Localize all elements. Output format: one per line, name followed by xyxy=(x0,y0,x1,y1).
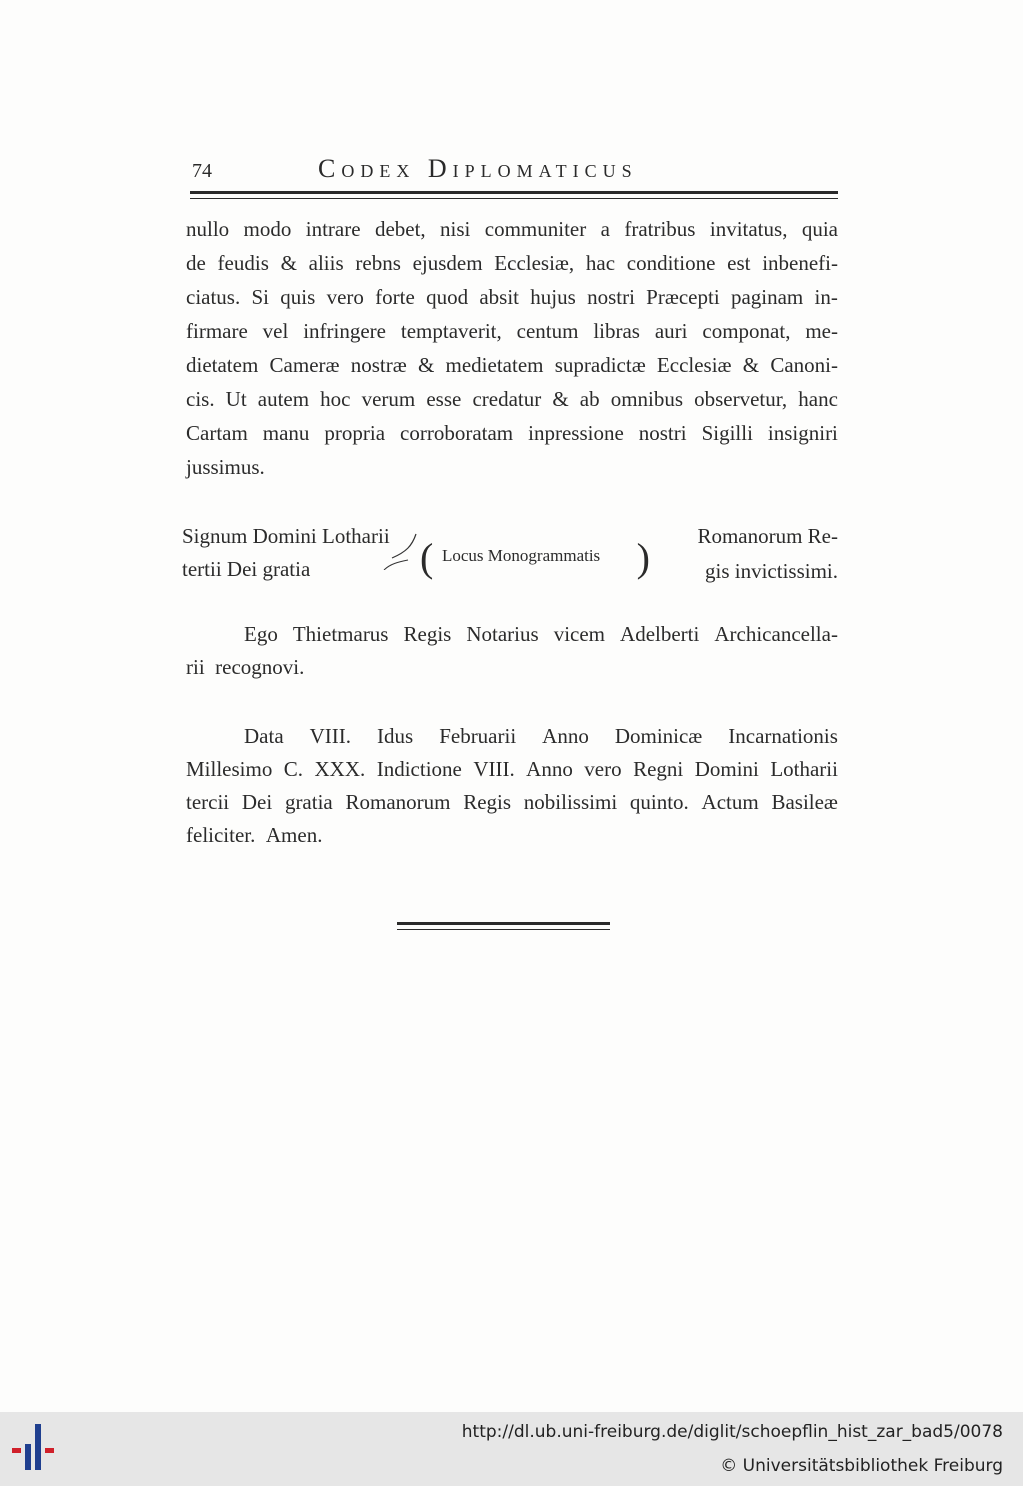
word: insigniri xyxy=(767,421,838,445)
text-line xyxy=(186,753,838,786)
word: Lotharii xyxy=(770,757,838,781)
word: Romanorum xyxy=(345,790,451,814)
word: dietatem xyxy=(186,353,259,377)
word: Indictione xyxy=(376,757,462,781)
word: Incarnationis xyxy=(728,724,838,748)
word: esse xyxy=(426,387,462,411)
word: Dei xyxy=(241,790,273,814)
word: nobilissimi xyxy=(523,790,618,814)
footer-url-link[interactable]: http://dl.ub.uni-freiburg.de/diglit/schoepflin_hist_zar_bad5/0078 xyxy=(461,1422,1003,1442)
monogram-placeholder xyxy=(420,535,650,584)
paragraph-charter-text xyxy=(186,212,838,484)
word: a xyxy=(600,217,610,241)
word: hac xyxy=(585,251,616,275)
word: gratia xyxy=(284,790,333,814)
text-line xyxy=(186,786,838,819)
signum-right-line1: Romanorum Re- xyxy=(697,524,838,548)
word: nostri xyxy=(638,421,687,445)
header-rule-thin xyxy=(190,198,838,199)
word: & xyxy=(552,387,569,411)
word: Millesimo xyxy=(186,757,273,781)
word: & xyxy=(417,353,435,377)
word: recognovi. xyxy=(215,655,305,679)
word: feudis xyxy=(217,251,269,275)
word: Basileæ xyxy=(771,790,838,814)
word: Ut xyxy=(225,387,247,411)
word: infringere xyxy=(303,319,386,343)
word: propria xyxy=(324,421,386,445)
word: auri xyxy=(654,319,688,343)
word: me- xyxy=(805,319,838,343)
word: absit xyxy=(479,285,520,309)
text-line xyxy=(186,720,838,753)
word: quod xyxy=(426,285,469,309)
word: intrare xyxy=(305,217,361,241)
word: autem xyxy=(257,387,310,411)
running-head xyxy=(190,152,838,184)
word: quia xyxy=(801,217,838,241)
word: XXX. xyxy=(314,757,366,781)
word: VIII. xyxy=(473,757,515,781)
word: nostræ xyxy=(350,353,407,377)
word: vero xyxy=(584,757,622,781)
word: verum xyxy=(361,387,416,411)
word: debet, xyxy=(374,217,426,241)
word: Archicancella- xyxy=(714,622,838,646)
word: centum xyxy=(516,319,579,343)
word: paginam xyxy=(730,285,804,309)
text-line xyxy=(186,651,838,684)
word: rebns xyxy=(355,251,401,275)
signum-left-line1: Signum Domini Lotharii xyxy=(182,524,390,548)
word: Dominicæ xyxy=(614,724,703,748)
header-rule-thick xyxy=(190,191,838,194)
word: Regis xyxy=(463,790,512,814)
end-rule-thin xyxy=(397,929,610,930)
word: Ecclesiæ, xyxy=(494,251,575,275)
word: Cartam xyxy=(186,421,248,445)
signum-right xyxy=(697,520,838,588)
signum-left xyxy=(182,520,390,586)
word: componat, xyxy=(702,319,791,343)
word: & xyxy=(742,353,760,377)
text-line xyxy=(186,450,838,484)
word: Adelberti xyxy=(620,622,700,646)
word: quinto. xyxy=(629,790,689,814)
word: jussimus. xyxy=(186,455,265,479)
word: Februarii xyxy=(439,724,517,748)
word: rii xyxy=(186,655,205,679)
paragraph-dating xyxy=(186,720,838,852)
word: Si xyxy=(251,285,270,309)
word: credatur xyxy=(472,387,542,411)
word: tercii xyxy=(186,790,230,814)
word: forte xyxy=(375,285,415,309)
word: fratribus xyxy=(624,217,696,241)
signum-right-line2: gis invictissimi. xyxy=(704,559,838,583)
word: Ecclesiæ xyxy=(656,353,732,377)
word: C. xyxy=(283,757,304,781)
word: corroboratam xyxy=(400,421,514,445)
word: observetur, xyxy=(694,387,788,411)
word: Ego xyxy=(244,622,278,646)
paragraph-recognition xyxy=(186,618,838,684)
word: libras xyxy=(593,319,640,343)
text-line xyxy=(186,246,838,280)
word: temptaverit, xyxy=(400,319,502,343)
text-line xyxy=(186,348,838,382)
word: hujus xyxy=(530,285,576,309)
word: firmare xyxy=(186,319,248,343)
word: omnibus xyxy=(610,387,684,411)
word: Regis xyxy=(403,622,452,646)
signum-left-line2: tertii Dei gratia xyxy=(182,557,311,581)
word: est xyxy=(727,251,751,275)
word: Actum xyxy=(701,790,759,814)
word: ab xyxy=(579,387,600,411)
running-title: Codex Diplomaticus xyxy=(318,154,638,183)
page-number: 74 xyxy=(192,160,212,182)
end-rule-thick xyxy=(397,922,610,925)
word: Regni xyxy=(633,757,684,781)
footer-bar xyxy=(0,1412,1023,1486)
right-parenthesis: ) xyxy=(636,535,650,580)
footer-copyright: © Universitätsbibliothek Freiburg xyxy=(720,1456,1003,1476)
word: hanc xyxy=(798,387,838,411)
word: invitatus, xyxy=(709,217,788,241)
word: Domini xyxy=(694,757,759,781)
ub-freiburg-logo-icon xyxy=(8,1420,68,1478)
word: Sigilli xyxy=(701,421,753,445)
word: modo xyxy=(243,217,292,241)
word: hoc xyxy=(320,387,351,411)
word: vel xyxy=(262,319,289,343)
word: nostri xyxy=(587,285,635,309)
word: Cameræ xyxy=(269,353,340,377)
text-line xyxy=(186,382,838,416)
text-line xyxy=(186,314,838,348)
word: feliciter. xyxy=(186,823,256,847)
text-line xyxy=(186,212,838,246)
text-line xyxy=(186,819,838,852)
word: ejusdem xyxy=(412,251,483,275)
word: communiter xyxy=(484,217,587,241)
word: cis. xyxy=(186,387,215,411)
word: nullo xyxy=(186,217,230,241)
word: vero xyxy=(326,285,364,309)
word: Anno xyxy=(542,724,589,748)
word: manu xyxy=(262,421,310,445)
word: supradictæ xyxy=(554,353,646,377)
word: VIII. xyxy=(309,724,352,748)
word: Anno xyxy=(526,757,573,781)
word: medietatem xyxy=(445,353,544,377)
word: Notarius xyxy=(466,622,539,646)
word: de xyxy=(186,251,206,275)
text-line xyxy=(186,280,838,314)
word: in- xyxy=(814,285,838,309)
word: quis xyxy=(280,285,316,309)
word: Amen. xyxy=(265,823,323,847)
word: nisi xyxy=(440,217,471,241)
text-line xyxy=(186,416,838,450)
monogram-label: Locus Monogrammatis xyxy=(442,546,601,565)
word: vicem xyxy=(553,622,606,646)
word: Idus xyxy=(377,724,414,748)
word: inbenefi- xyxy=(762,251,838,275)
word: Præcepti xyxy=(646,285,720,309)
word: ciatus. xyxy=(186,285,241,309)
word: & xyxy=(280,251,297,275)
signum-block xyxy=(182,520,838,586)
word: inpressione xyxy=(528,421,624,445)
text-line xyxy=(186,618,838,651)
word: Canoni- xyxy=(770,353,838,377)
word: aliis xyxy=(308,251,344,275)
word: Thietmarus xyxy=(292,622,389,646)
left-parenthesis: ( xyxy=(420,535,434,580)
word: conditione xyxy=(626,251,716,275)
word: Data xyxy=(244,724,284,748)
